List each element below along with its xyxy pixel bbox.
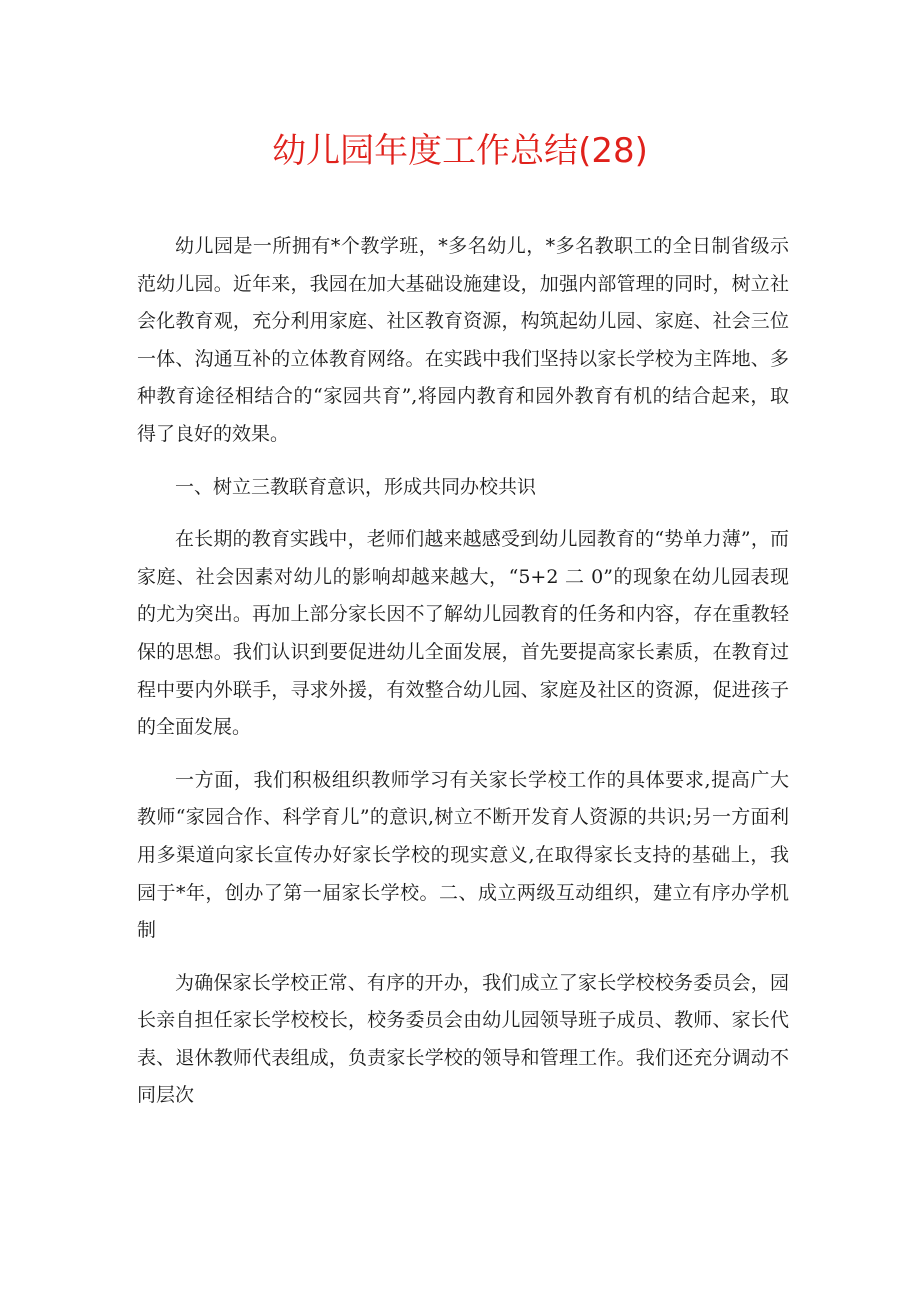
paragraph-committee: 为确保家长学校正常、有序的开办，我们成立了家长学校校务委员会，园长亲自担任家长学校校长，校务委员会由幼儿园领导班子成员、教师、家长代表、退休教师代表组成，负责家长学校的领导和管理工作。我们还充分调动不同层次 bbox=[137, 971, 789, 1107]
paragraph-practice: 在长期的教育实践中，老师们越来越感受到幼儿园教育的“势单力薄”，而家庭、社会因素对幼儿的影响却越来越大，“5+2 二 0”的现象在幼儿园表现的尤为突出。再加上部分家长因不了解幼儿园教育的任务和内容，存在重教轻保的思想。我们认识到要促进幼儿全面发展，首先要提高家长素质，在教育过程中要内外联手，寻求外援，有效整合幼儿园、家庭及社区的资源，促进孩子的全面发展。 bbox=[137, 528, 789, 739]
paragraph-teacher-training: 一方面，我们积极组织教师学习有关家长学校工作的具体要求,提高广大教师“家园合作、科学育儿”的意识,树立不断开发育人资源的共识;另一方面利用多渠道向家长宣传办好家长学校的现实意义,在取得家长支持的基础上，我园于*年，创办了第一届家长学校。二、成立两级互动组织，建立有序办学机制 bbox=[137, 768, 789, 942]
paragraph-intro: 幼儿园是一所拥有*个教学班，*多名幼儿，*多名教职工的全日制省级示范幼儿园。近年来，我园在加大基础设施建设，加强内部管理的同时，树立社会化教育观，充分利用家庭、社区教育资源，构筑起幼儿园、家庭、社会三位一体、沟通互补的立体教育网络。在实践中我们坚持以家长学校为主阵地、多种教育途径相结合的“家园共育”,将园内教育和园外教育有机的结合起来，取得了良好的效果。 bbox=[137, 235, 789, 445]
document-body bbox=[137, 228, 789, 1115]
section-heading-1: 一、树立三教联育意识，形成共同办校共识 bbox=[175, 475, 537, 498]
document-title: 幼儿园年度工作总结(28) bbox=[272, 131, 648, 171]
